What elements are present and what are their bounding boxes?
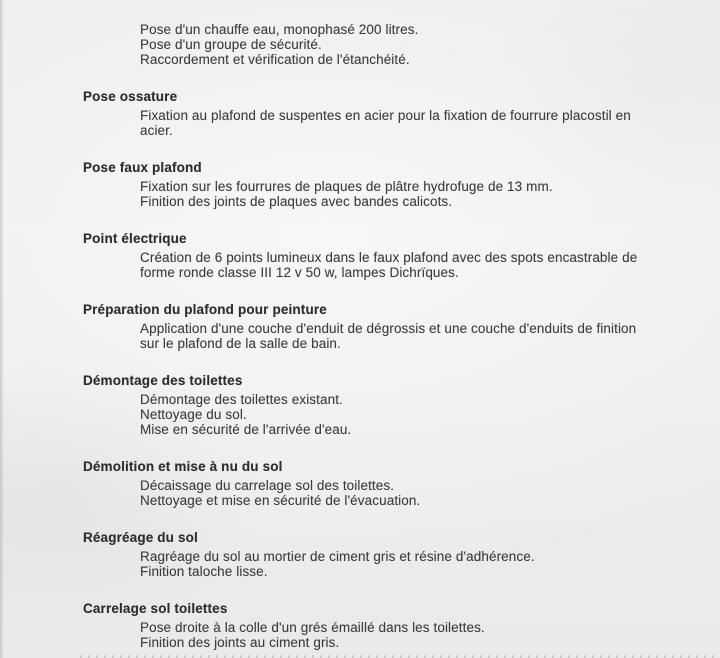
body-line: Démontage des toilettes existant. (140, 392, 343, 407)
body-line: Mise en sécurité de l'arrivée d'eau. (140, 422, 352, 437)
body-line: Application d'une couche d'enduit de dégrossis et une couche d'enduits de finition (140, 321, 637, 336)
document-section (83, 459, 680, 508)
section-body (140, 108, 680, 138)
document-section (83, 530, 680, 579)
document-section (83, 231, 680, 280)
body-line: Ragréage du sol au mortier de ciment gris et résine d'adhérence. (140, 549, 535, 564)
document-sections (0, 22, 720, 650)
section-heading: Préparation du plafond pour peinture (83, 302, 327, 317)
section-heading: Démontage des toilettes (83, 373, 243, 388)
body-line: Pose d'un groupe de sécurité. (140, 37, 322, 52)
document-section (83, 601, 680, 650)
body-line: Pose droite à la colle d'un grés émaillé dans les toilettes. (140, 620, 485, 635)
document-section (83, 160, 680, 209)
section-heading: Pose faux plafond (83, 160, 202, 175)
section-heading: Démolition et mise à nu du sol (83, 459, 283, 474)
section-body (140, 549, 680, 579)
body-line: Nettoyage et mise en sécurité de l'évacuation. (140, 493, 421, 508)
scan-edge-artifact-left (0, 0, 4, 658)
section-body (140, 321, 680, 351)
body-line: Nettoyage du sol. (140, 407, 247, 422)
document-section (83, 89, 680, 138)
body-line: sur le plafond de la salle de bain. (140, 336, 341, 351)
section-body (140, 392, 680, 437)
section-body (140, 478, 680, 508)
section-body (140, 179, 680, 209)
body-line: Fixation au plafond de suspentes en acier pour la fixation de fourrure placostil en (140, 108, 631, 123)
body-line: Fixation sur les fourrures de plaques de plâtre hydrofuge de 13 mm. (140, 179, 553, 194)
body-line: forme ronde classe III 12 v 50 w, lampes Dichrïques. (140, 265, 459, 280)
section-body (140, 22, 680, 67)
section-body (140, 250, 680, 280)
document-section (83, 373, 680, 437)
body-line: Pose d'un chauffe eau, monophasé 200 litres. (140, 22, 419, 37)
body-line: Finition des joints de plaques avec bandes calicots. (140, 194, 453, 209)
body-line: Création de 6 points lumineux dans le faux plafond avec des spots encastrable de (140, 250, 638, 265)
document-section (83, 22, 680, 67)
section-heading: Carrelage sol toilettes (83, 601, 228, 616)
body-line: Finition des joints au ciment gris. (140, 635, 340, 650)
section-body (140, 620, 680, 650)
section-heading: Pose ossature (83, 89, 178, 104)
section-heading: Réagréage du sol (83, 530, 198, 545)
document-section (83, 302, 680, 351)
body-line: Décaissage du carrelage sol des toilettes. (140, 478, 395, 493)
body-line: acier. (140, 123, 173, 138)
body-line: Raccordement et vérification de l'étanchéité. (140, 52, 410, 67)
body-line: Finition taloche lisse. (140, 564, 268, 579)
section-heading: Point électrique (83, 231, 187, 246)
